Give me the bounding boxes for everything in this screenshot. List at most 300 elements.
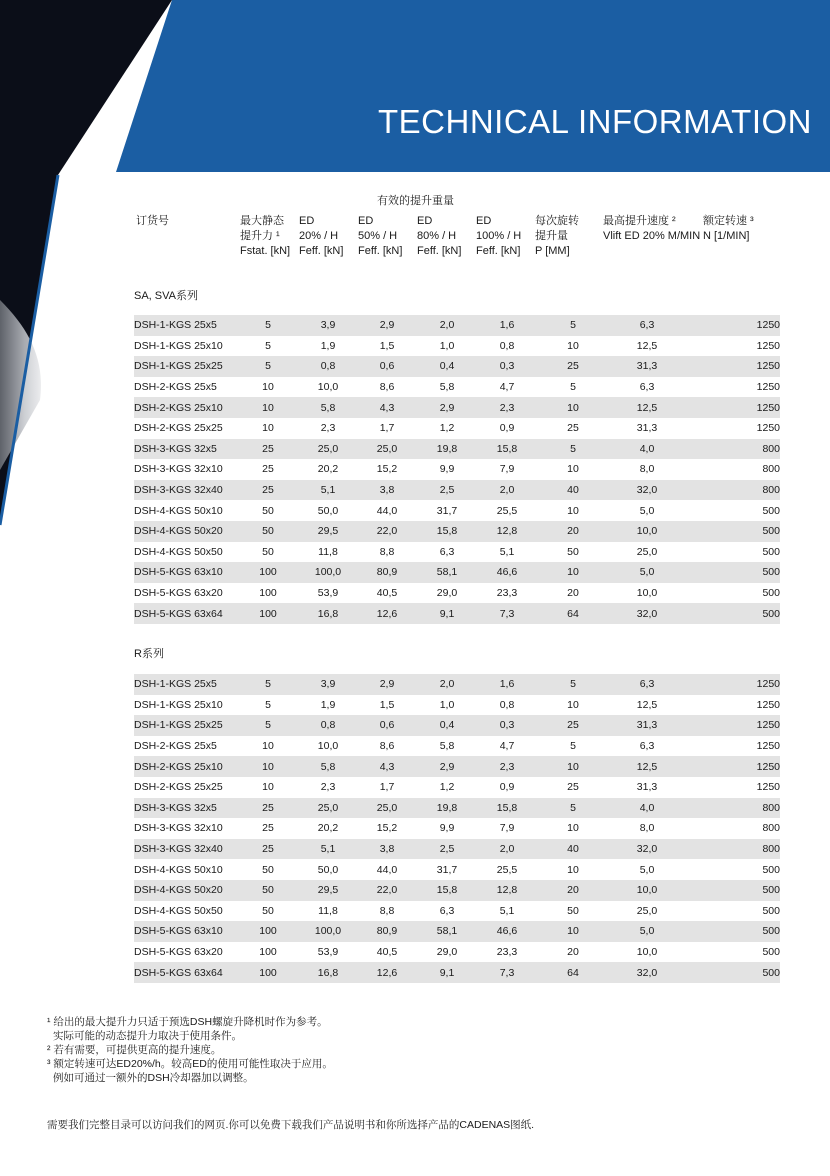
table-row (134, 736, 780, 757)
cell-rated-speed: 1250 (684, 756, 780, 777)
cell-rated-speed: 500 (762, 946, 780, 959)
cell-ed20: 5,1 (298, 839, 358, 860)
cell-order-no: DSH-4-KGS 50x50 (134, 545, 223, 558)
cell-lift-per-rev: 20 (536, 880, 610, 901)
cell-lift-per-rev: 25 (536, 356, 610, 377)
cell-order-no: DSH-1-KGS 25x10 (134, 698, 223, 711)
cell-ed20: 53,9 (317, 587, 339, 600)
cell-max-speed: 10,0 (636, 587, 658, 600)
cell-ed50: 40,5 (376, 587, 398, 600)
cell-max-speed: 32,0 (610, 603, 684, 624)
table-row (134, 418, 780, 439)
cell-lift-per-rev: 5 (570, 740, 576, 753)
table-row (134, 459, 780, 480)
cell-ed80: 31,7 (436, 504, 458, 517)
cell-rated-speed: 800 (684, 798, 780, 819)
cell-ed50: 12,6 (358, 962, 416, 983)
cell-lift-per-rev: 20 (567, 946, 579, 959)
cell-ed20: 5,8 (298, 756, 358, 777)
cell-lift-per-rev: 5 (570, 381, 576, 394)
cell-max-speed: 10,0 (610, 880, 684, 901)
cell-lift-per-rev: 50 (567, 904, 579, 917)
cell-max-static: 5 (238, 315, 298, 336)
cell-max-speed: 32,0 (610, 480, 684, 501)
cell-ed80: 1,2 (439, 781, 455, 794)
cell-ed20: 3,9 (298, 315, 358, 336)
table-row (134, 356, 780, 377)
cell-max-speed: 10,0 (610, 521, 684, 542)
cell-rated-speed: 800 (684, 480, 780, 501)
cell-ed20: 0,8 (298, 356, 358, 377)
cell-rated-speed: 500 (684, 562, 780, 583)
cell-order-no: DSH-5-KGS 63x10 (134, 921, 238, 942)
cell-rated-speed: 1250 (756, 740, 780, 753)
cell-order-no: DSH-4-KGS 50x10 (134, 863, 223, 876)
cell-ed20: 2,3 (320, 422, 336, 435)
footnote-1-cont: 实际可能的动态提升力取决于使用条件。 (53, 1030, 242, 1042)
cell-max-static: 25 (238, 439, 298, 460)
cell-lift-per-rev: 10 (567, 863, 579, 876)
cell-order-no: DSH-1-KGS 25x5 (134, 674, 238, 695)
cell-ed50: 8,8 (379, 545, 395, 558)
cell-rated-speed: 1250 (684, 315, 780, 336)
cell-max-speed: 8,0 (639, 822, 655, 835)
cell-ed80: 2,0 (416, 315, 478, 336)
cell-max-speed: 6,3 (610, 674, 684, 695)
table-row (134, 562, 780, 583)
cell-ed50: 4,3 (358, 397, 416, 418)
cell-ed50: 22,0 (358, 521, 416, 542)
cell-lift-per-rev: 25 (536, 715, 610, 736)
cell-rated-speed: 1250 (756, 781, 780, 794)
table-row (134, 674, 780, 695)
cell-rated-speed: 500 (762, 545, 780, 558)
cell-lift-per-rev: 10 (536, 397, 610, 418)
footnote-2: ² 若有需要，可提供更高的提升速度。 (47, 1044, 222, 1056)
cell-max-speed: 6,3 (639, 381, 655, 394)
table-row (134, 397, 780, 418)
cell-ed50: 25,0 (358, 439, 416, 460)
footnotes (47, 1015, 333, 1085)
table-row (134, 603, 780, 624)
header-graphic (0, 0, 830, 175)
col-header-ed100: ED 100% / H Feff. [kN] (476, 215, 522, 257)
cell-ed100: 0,9 (499, 422, 515, 435)
cell-lift-per-rev: 25 (567, 422, 579, 435)
cell-order-no: DSH-5-KGS 63x20 (134, 587, 223, 600)
cell-ed100: 46,6 (478, 921, 536, 942)
cell-ed50: 8,8 (379, 904, 395, 917)
cell-ed50: 8,6 (379, 740, 395, 753)
cell-max-speed: 10,0 (636, 946, 658, 959)
cell-ed20: 29,5 (298, 880, 358, 901)
cell-rated-speed: 1250 (756, 339, 780, 352)
cell-ed50: 80,9 (358, 562, 416, 583)
cell-ed100: 5,1 (499, 904, 515, 917)
cell-ed80: 15,8 (416, 521, 478, 542)
cell-max-static: 50 (238, 880, 298, 901)
cell-ed100: 46,6 (478, 562, 536, 583)
section-title-r: R系列 (134, 648, 164, 660)
product-photo-edge (0, 0, 116, 540)
cell-max-speed: 4,0 (610, 439, 684, 460)
table-row (134, 921, 780, 942)
cell-ed50: 1,5 (379, 339, 395, 352)
cell-ed80: 9,9 (439, 463, 455, 476)
cell-ed50: 44,0 (376, 504, 398, 517)
cell-ed20: 5,1 (298, 480, 358, 501)
cell-ed50: 15,2 (376, 463, 398, 476)
cell-ed20: 10,0 (317, 740, 339, 753)
table-row (134, 521, 780, 542)
cell-rated-speed: 800 (762, 822, 780, 835)
col-header-max-speed: 最高提升速度 ² Vlift ED 20% M/MIN (603, 215, 701, 242)
cell-ed80: 2,0 (416, 674, 478, 695)
cell-max-static: 50 (262, 904, 274, 917)
cell-ed50: 8,6 (379, 381, 395, 394)
cell-ed80: 58,1 (416, 562, 478, 583)
table-row (134, 542, 780, 563)
cell-rated-speed: 1250 (684, 715, 780, 736)
cell-ed100: 7,9 (499, 463, 515, 476)
cell-rated-speed: 1250 (684, 356, 780, 377)
cell-rated-speed: 800 (684, 439, 780, 460)
cell-ed20: 53,9 (317, 946, 339, 959)
col-header-ed50: ED 50% / H Feff. [kN] (358, 215, 403, 257)
cell-ed80: 31,7 (436, 863, 458, 876)
cell-max-static: 100 (238, 921, 298, 942)
cell-order-no: DSH-4-KGS 50x50 (134, 904, 223, 917)
cell-lift-per-rev: 10 (536, 921, 610, 942)
col-header-lift-per-rev: 每次旋转 提升量 P [MM] (535, 215, 579, 257)
cell-order-no: DSH-5-KGS 63x64 (134, 962, 238, 983)
cell-max-speed: 4,0 (610, 798, 684, 819)
col-header-rated-speed: 额定转速 ³ N [1/MIN] (703, 215, 754, 242)
cell-ed20: 1,9 (320, 339, 336, 352)
cell-ed100: 1,6 (478, 315, 536, 336)
cell-max-static: 10 (262, 422, 274, 435)
cell-ed100: 12,8 (478, 521, 536, 542)
cell-ed100: 7,3 (478, 962, 536, 983)
table-row (134, 715, 780, 736)
cell-ed50: 1,5 (379, 698, 395, 711)
cell-ed100: 2,0 (478, 839, 536, 860)
cell-lift-per-rev: 5 (536, 439, 610, 460)
cell-ed80: 5,8 (439, 381, 455, 394)
cell-lift-per-rev: 5 (536, 798, 610, 819)
cell-ed50: 0,6 (358, 356, 416, 377)
cell-ed20: 25,0 (298, 798, 358, 819)
cell-order-no: DSH-5-KGS 63x64 (134, 603, 238, 624)
cell-max-static: 25 (238, 480, 298, 501)
cell-max-static: 5 (238, 356, 298, 377)
cell-ed80: 19,8 (416, 439, 478, 460)
cell-order-no: DSH-3-KGS 32x5 (134, 439, 238, 460)
cell-ed100: 2,3 (478, 756, 536, 777)
cell-ed100: 4,7 (499, 381, 515, 394)
cell-max-static: 100 (238, 603, 298, 624)
cell-rated-speed: 500 (684, 962, 780, 983)
cell-max-static: 25 (262, 822, 274, 835)
cell-max-speed: 6,3 (639, 740, 655, 753)
cell-ed100: 23,3 (496, 946, 518, 959)
cell-max-speed: 25,0 (636, 904, 658, 917)
cell-max-static: 5 (265, 339, 271, 352)
cell-lift-per-rev: 25 (567, 781, 579, 794)
cell-ed80: 15,8 (416, 880, 478, 901)
cell-max-speed: 12,5 (610, 756, 684, 777)
spec-table-sa-sva (134, 315, 780, 624)
table-row (134, 962, 780, 983)
cell-ed80: 9,1 (416, 603, 478, 624)
spec-table-r (134, 674, 780, 983)
table-row (134, 880, 780, 901)
cell-max-speed: 32,0 (610, 962, 684, 983)
cell-order-no: DSH-2-KGS 25x5 (134, 381, 217, 394)
cell-max-speed: 6,3 (610, 315, 684, 336)
cell-ed100: 0,9 (499, 781, 515, 794)
cell-order-no: DSH-4-KGS 50x20 (134, 880, 238, 901)
table-row (134, 818, 780, 839)
cell-lift-per-rev: 64 (536, 962, 610, 983)
cell-max-speed: 12,5 (636, 698, 658, 711)
cell-rated-speed: 1250 (756, 422, 780, 435)
cell-rated-speed: 1250 (756, 381, 780, 394)
cell-max-speed: 12,5 (610, 397, 684, 418)
cell-max-static: 50 (262, 863, 274, 876)
cell-lift-per-rev: 10 (567, 504, 579, 517)
cell-lift-per-rev: 10 (567, 698, 579, 711)
cell-ed50: 2,9 (358, 315, 416, 336)
table-row (134, 315, 780, 336)
table-row (134, 839, 780, 860)
cell-rated-speed: 1250 (684, 674, 780, 695)
table-row (134, 480, 780, 501)
cell-ed80: 29,0 (436, 587, 458, 600)
cell-rated-speed: 1250 (756, 698, 780, 711)
cell-lift-per-rev: 10 (567, 339, 579, 352)
cell-ed100: 0,8 (499, 339, 515, 352)
cell-rated-speed: 500 (684, 921, 780, 942)
cell-ed100: 12,8 (478, 880, 536, 901)
cell-lift-per-rev: 5 (536, 315, 610, 336)
table-row (134, 756, 780, 777)
cell-ed20: 29,5 (298, 521, 358, 542)
cell-order-no: DSH-2-KGS 25x10 (134, 756, 238, 777)
cell-max-static: 50 (238, 521, 298, 542)
cell-ed20: 3,9 (298, 674, 358, 695)
cell-order-no: DSH-1-KGS 25x10 (134, 339, 223, 352)
cell-order-no: DSH-3-KGS 32x40 (134, 480, 238, 501)
cell-ed50: 0,6 (358, 715, 416, 736)
cell-rated-speed: 500 (684, 521, 780, 542)
cell-ed20: 10,0 (317, 381, 339, 394)
cell-ed20: 20,2 (317, 822, 339, 835)
cell-ed20: 100,0 (298, 562, 358, 583)
cell-ed100: 15,8 (478, 798, 536, 819)
cell-ed80: 1,0 (439, 339, 455, 352)
cell-rated-speed: 500 (762, 587, 780, 600)
cell-ed100: 2,0 (478, 480, 536, 501)
cell-ed50: 3,8 (358, 839, 416, 860)
cell-ed80: 2,5 (416, 480, 478, 501)
cell-rated-speed: 500 (762, 904, 780, 917)
blue-banner (116, 0, 830, 172)
cell-ed50: 12,6 (358, 603, 416, 624)
cell-max-static: 5 (238, 674, 298, 695)
cell-ed100: 2,3 (478, 397, 536, 418)
cell-max-static: 100 (238, 562, 298, 583)
table-row (134, 439, 780, 460)
cell-rated-speed: 800 (684, 839, 780, 860)
cell-ed20: 11,8 (318, 904, 338, 917)
cell-ed50: 15,2 (376, 822, 398, 835)
cell-ed100: 23,3 (496, 587, 518, 600)
cell-ed100: 7,9 (499, 822, 515, 835)
cell-max-speed: 31,3 (636, 422, 658, 435)
cell-ed20: 50,0 (317, 504, 339, 517)
table-row (134, 695, 780, 716)
cell-lift-per-rev: 20 (536, 521, 610, 542)
cell-max-static: 100 (238, 962, 298, 983)
cell-ed50: 22,0 (358, 880, 416, 901)
table-row (134, 901, 780, 922)
cell-max-speed: 5,0 (639, 504, 655, 517)
table-row (134, 500, 780, 521)
cell-order-no: DSH-3-KGS 32x40 (134, 839, 238, 860)
cell-lift-per-rev: 10 (536, 562, 610, 583)
table-row (134, 377, 780, 398)
cell-ed50: 3,8 (358, 480, 416, 501)
footnote-3: ³ 额定转速可达ED20%/h。较高ED的使用可能性取决于应用。 (47, 1058, 333, 1070)
cell-lift-per-rev: 10 (567, 822, 579, 835)
cell-rated-speed: 500 (762, 504, 780, 517)
cell-ed80: 58,1 (416, 921, 478, 942)
cell-ed20: 16,8 (298, 603, 358, 624)
cell-lift-per-rev: 64 (536, 603, 610, 624)
cell-ed20: 25,0 (298, 439, 358, 460)
table-row (134, 942, 780, 963)
cell-order-no: DSH-2-KGS 25x5 (134, 740, 217, 753)
cell-ed80: 29,0 (436, 946, 458, 959)
cell-lift-per-rev: 50 (567, 545, 579, 558)
page-title: TECHNICAL INFORMATION (378, 103, 813, 140)
cell-ed80: 2,5 (416, 839, 478, 860)
cell-order-no: DSH-2-KGS 25x25 (134, 781, 223, 794)
cell-ed50: 2,9 (358, 674, 416, 695)
cell-order-no: DSH-4-KGS 50x10 (134, 504, 223, 517)
cell-lift-per-rev: 10 (567, 463, 579, 476)
cell-ed50: 25,0 (358, 798, 416, 819)
cell-ed100: 1,6 (478, 674, 536, 695)
cell-rated-speed: 1250 (684, 397, 780, 418)
cell-max-static: 10 (238, 397, 298, 418)
cell-ed20: 20,2 (317, 463, 339, 476)
cell-ed50: 44,0 (376, 863, 398, 876)
cell-ed20: 1,9 (320, 698, 336, 711)
cell-ed50: 1,7 (379, 422, 395, 435)
cell-ed100: 0,3 (478, 356, 536, 377)
cell-ed80: 0,4 (416, 356, 478, 377)
cell-max-speed: 12,5 (636, 339, 658, 352)
cell-ed80: 1,2 (439, 422, 455, 435)
cell-ed20: 0,8 (298, 715, 358, 736)
cell-ed80: 0,4 (416, 715, 478, 736)
cell-max-speed: 5,0 (610, 562, 684, 583)
cell-max-static: 10 (262, 381, 274, 394)
cell-lift-per-rev: 5 (536, 674, 610, 695)
table-row (134, 336, 780, 357)
cell-order-no: DSH-1-KGS 25x25 (134, 356, 238, 377)
cell-max-static: 25 (262, 463, 274, 476)
cell-max-speed: 32,0 (610, 839, 684, 860)
effective-load-group-label: 有效的提升重量 (377, 195, 454, 207)
cell-max-static: 50 (262, 504, 274, 517)
cell-ed20: 100,0 (298, 921, 358, 942)
col-header-order-no: 订货号 (136, 215, 169, 227)
cell-max-static: 10 (262, 781, 274, 794)
cell-lift-per-rev: 10 (536, 756, 610, 777)
cell-ed100: 15,8 (478, 439, 536, 460)
cell-ed100: 7,3 (478, 603, 536, 624)
cell-ed50: 1,7 (379, 781, 395, 794)
cell-lift-per-rev: 40 (536, 480, 610, 501)
cell-rated-speed: 800 (762, 463, 780, 476)
footnote-3-cont: 例如可通过一额外的DSH冷却器加以调整。 (53, 1072, 254, 1084)
cell-order-no: DSH-1-KGS 25x25 (134, 715, 238, 736)
cell-ed100: 0,3 (478, 715, 536, 736)
cell-ed50: 80,9 (358, 921, 416, 942)
cell-ed80: 9,9 (439, 822, 455, 835)
cell-ed20: 11,8 (318, 545, 338, 558)
cell-max-speed: 31,3 (636, 781, 658, 794)
cell-ed100: 0,8 (499, 698, 515, 711)
table-row (134, 583, 780, 604)
cell-order-no: DSH-4-KGS 50x20 (134, 521, 238, 542)
cell-ed80: 5,8 (439, 740, 455, 753)
section-title-sa-sva: SA, SVA系列 (134, 290, 198, 302)
cell-rated-speed: 500 (762, 863, 780, 876)
cell-max-speed: 25,0 (636, 545, 658, 558)
cell-ed80: 2,9 (416, 397, 478, 418)
cell-max-static: 50 (262, 545, 274, 558)
cell-max-speed: 31,3 (610, 715, 684, 736)
cell-max-static: 5 (238, 715, 298, 736)
cell-ed50: 40,5 (376, 946, 398, 959)
cell-max-static: 10 (262, 740, 274, 753)
cell-ed100: 25,5 (496, 504, 518, 517)
cell-max-speed: 5,0 (610, 921, 684, 942)
cell-ed80: 9,1 (416, 962, 478, 983)
table-row (134, 777, 780, 798)
cell-order-no: DSH-5-KGS 63x20 (134, 946, 223, 959)
cell-lift-per-rev: 40 (536, 839, 610, 860)
cell-max-static: 100 (259, 946, 277, 959)
table-row (134, 859, 780, 880)
cell-rated-speed: 500 (684, 880, 780, 901)
cell-max-static: 10 (238, 756, 298, 777)
cell-ed80: 1,0 (439, 698, 455, 711)
cell-rated-speed: 500 (684, 603, 780, 624)
cell-ed20: 2,3 (320, 781, 336, 794)
cell-order-no: DSH-1-KGS 25x5 (134, 315, 238, 336)
cell-ed20: 50,0 (317, 863, 339, 876)
table-row (134, 798, 780, 819)
footer-note: 需要我们完整目录可以访问我们的网页.你可以免费下载我们产品说明书和你所选择产品的CADENAS图纸. (47, 1119, 535, 1131)
cell-ed100: 4,7 (499, 740, 515, 753)
cell-order-no: DSH-3-KGS 32x5 (134, 798, 238, 819)
cell-order-no: DSH-3-KGS 32x10 (134, 463, 223, 476)
